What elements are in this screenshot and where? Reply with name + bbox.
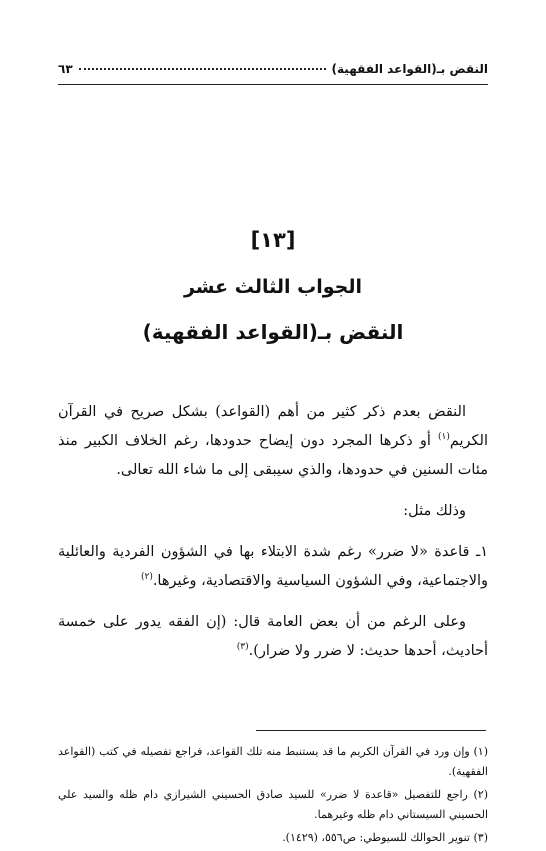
- section-title: الجواب الثالث عشر: [183, 276, 362, 298]
- footnotes: [58, 742, 488, 851]
- paragraph-4: [58, 608, 488, 666]
- page-number: ٦٣: [58, 62, 73, 76]
- running-header: [58, 62, 488, 76]
- footnote-3: (٣) تنوير الحوالك للسيوطي: ص٥٥٦، (١٤٢٩).: [282, 831, 488, 844]
- paragraph-2: وذلك مثل:: [403, 503, 466, 519]
- section-number: [١٣]: [250, 228, 296, 252]
- paragraph-3: [58, 538, 488, 596]
- paragraph-1-rest: أو ذكرها المجرد دون إيضاح حدودها، رغم الخلاف الكبير منذ مئات السنين في حدودها، والذي سيبقى إلى ما شاء الله تعالى.: [58, 433, 488, 478]
- footnote-rule: [256, 730, 486, 731]
- paragraph-4-text: وعلى الرغم من أن بعض العامة قال: (إن الفقه يدور على خمسة أحاديث، أحدها حديث: لا ضرر ولا ضرار).: [58, 614, 488, 659]
- footnote-ref-1: (١): [437, 432, 450, 443]
- footnote-ref-2: (٢): [140, 572, 153, 583]
- paragraph-1: [58, 398, 488, 485]
- paragraph-1-text: النقض بعدم ذكر كثير من أهم (القواعد) بشكل صريح في القرآن الكريم: [58, 404, 488, 449]
- body-text: [58, 398, 488, 666]
- footnote-2: (٢) راجع للتفصيل «قاعدة لا ضرر» للسيد صادق الحسيني الشيرازي دام ظله والسيد علي الحسيني السيستاني دام ظله وغيرهما.: [58, 788, 488, 821]
- header-title: النقض بـ(القواعد الفقهية): [331, 62, 488, 76]
- footnote-ref-3: (٣): [236, 642, 249, 653]
- header-rule: [58, 84, 488, 85]
- header-dot-leader: [79, 68, 326, 70]
- section-subtitle: النقض بـ(القواعد الفقهية): [142, 320, 404, 344]
- footnote-1: (١) وإن ورد في القرآن الكريم ما قد يستنبط منه تلك القواعد، فراجع تفصيله في كتب (القواعد الفقهية).: [58, 745, 488, 778]
- paragraph-3-text: ١ـ قاعدة «لا ضرر» رغم شدة الابتلاء بها في الشؤون الفردية والعائلية والاجتماعية، وفي الشؤون السياسية والاقتصادية، وغيرها.: [58, 544, 488, 589]
